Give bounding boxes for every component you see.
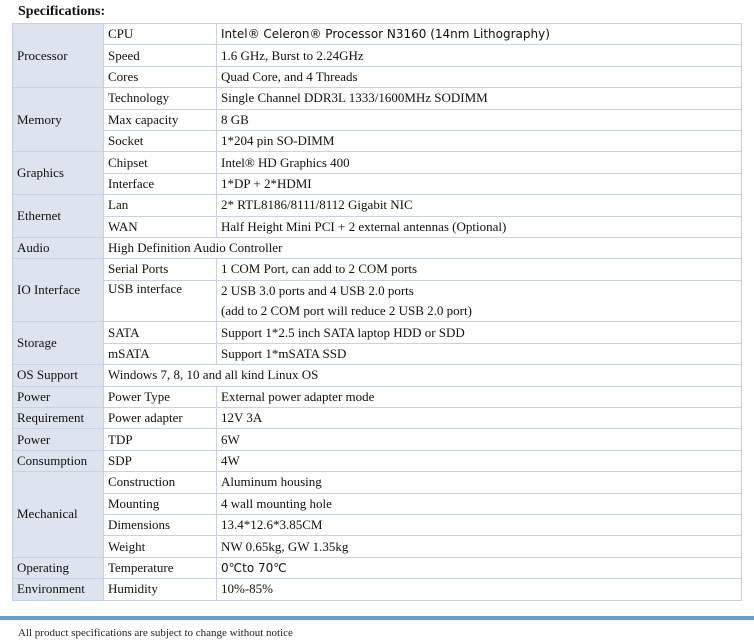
table-row <box>13 493 742 514</box>
value-power-adapter: 12V 3A <box>217 408 742 429</box>
value-os-support: Windows 7, 8, 10 and all kind Linux OS <box>104 365 742 386</box>
value-wan: Half Height Mini PCI + 2 external antennas (Optional) <box>217 216 742 237</box>
table-row <box>13 216 742 237</box>
table-row <box>13 130 742 151</box>
table-row <box>13 386 742 407</box>
table-row <box>13 109 742 130</box>
table-row <box>13 173 742 194</box>
category-mechanical: Mechanical <box>13 472 104 558</box>
table-row <box>13 45 742 66</box>
label-dimensions: Dimensions <box>104 514 217 535</box>
table-row <box>13 24 742 45</box>
category-ethernet: Ethernet <box>13 195 104 238</box>
value-interface: 1*DP + 2*HDMI <box>217 173 742 194</box>
label-technology: Technology <box>104 88 217 109</box>
table-row <box>13 152 742 173</box>
value-max-capacity: 8 GB <box>217 109 742 130</box>
label-humidity: Humidity <box>104 579 217 600</box>
value-technology: Single Channel DDR3L 1333/1600MHz SODIMM <box>217 88 742 109</box>
table-row <box>13 237 742 258</box>
label-interface: Interface <box>104 173 217 194</box>
value-construction: Aluminum housing <box>217 472 742 493</box>
value-humidity: 10%-85% <box>217 579 742 600</box>
table-row <box>13 429 742 450</box>
table-row <box>13 280 742 301</box>
value-msata: Support 1*mSATA SSD <box>217 343 742 364</box>
category-power-consumption-line2: Consumption <box>13 450 104 471</box>
category-processor: Processor <box>13 24 104 88</box>
table-row <box>13 536 742 557</box>
category-memory: Memory <box>13 88 104 152</box>
table-row <box>13 88 742 109</box>
value-cpu: Intel® Celeron® Processor N3160 (14nm Lithography) <box>217 24 742 45</box>
label-power-type: Power Type <box>104 386 217 407</box>
table-row <box>13 365 742 386</box>
label-max-capacity: Max capacity <box>104 109 217 130</box>
value-cores: Quad Core, and 4 Threads <box>217 66 742 87</box>
table-row <box>13 343 742 364</box>
value-usb-note: (add to 2 COM port will reduce 2 USB 2.0 port) <box>217 301 742 322</box>
label-serial-ports: Serial Ports <box>104 259 217 280</box>
value-lan: 2* RTL8186/8111/8112 Gigabit NIC <box>217 195 742 216</box>
value-power-type: External power adapter mode <box>217 386 742 407</box>
table-row <box>13 66 742 87</box>
label-sdp: SDP <box>104 450 217 471</box>
label-cores: Cores <box>104 66 217 87</box>
category-io-interface: IO Interface <box>13 259 104 322</box>
category-operating-environment-line2: Environment <box>13 579 104 600</box>
label-lan: Lan <box>104 195 217 216</box>
table-row <box>13 322 742 343</box>
label-cpu: CPU <box>104 24 217 45</box>
table-row <box>13 472 742 493</box>
label-wan: WAN <box>104 216 217 237</box>
value-sata: Support 1*2.5 inch SATA laptop HDD or SDD <box>217 322 742 343</box>
bottom-divider <box>0 616 754 620</box>
table-row <box>13 259 742 280</box>
category-power-consumption-line1: Power <box>13 429 104 450</box>
table-row <box>13 195 742 216</box>
value-usb-interface: 2 USB 3.0 ports and 4 USB 2.0 ports <box>217 280 742 301</box>
category-power-requirement-line1: Power <box>13 386 104 407</box>
value-speed: 1.6 GHz, Burst to 2.24GHz <box>217 45 742 66</box>
label-weight: Weight <box>104 536 217 557</box>
table-row <box>13 557 742 578</box>
label-mounting: Mounting <box>104 493 217 514</box>
footer-note: All product specifications are subject to change without notice <box>18 627 293 639</box>
spec-table <box>12 23 742 601</box>
label-socket: Socket <box>104 130 217 151</box>
label-construction: Construction <box>104 472 217 493</box>
value-sdp: 4W <box>217 450 742 471</box>
value-chipset: Intel® HD Graphics 400 <box>217 152 742 173</box>
table-row <box>13 514 742 535</box>
table-row <box>13 450 742 471</box>
value-dimensions: 13.4*12.6*3.85CM <box>217 514 742 535</box>
category-graphics: Graphics <box>13 152 104 195</box>
value-serial-ports: 1 COM Port, can add to 2 COM ports <box>217 259 742 280</box>
value-temperature: 0℃to 70℃ <box>217 557 742 578</box>
category-os-support: OS Support <box>13 365 104 386</box>
value-socket: 1*204 pin SO-DIMM <box>217 130 742 151</box>
label-sata: SATA <box>104 322 217 343</box>
label-speed: Speed <box>104 45 217 66</box>
label-temperature: Temperature <box>104 557 217 578</box>
label-usb-interface: USB interface <box>104 280 217 322</box>
table-row <box>13 579 742 600</box>
value-tdp: 6W <box>217 429 742 450</box>
label-chipset: Chipset <box>104 152 217 173</box>
category-operating-environment-line1: Operating <box>13 557 104 578</box>
spec-title: Specifications: <box>18 4 106 19</box>
value-weight: NW 0.65kg, GW 1.35kg <box>217 536 742 557</box>
label-power-adapter: Power adapter <box>104 408 217 429</box>
table-row <box>13 408 742 429</box>
label-msata: mSATA <box>104 343 217 364</box>
category-storage: Storage <box>13 322 104 365</box>
value-audio: High Definition Audio Controller <box>104 237 742 258</box>
value-mounting: 4 wall mounting hole <box>217 493 742 514</box>
label-tdp: TDP <box>104 429 217 450</box>
category-power-requirement-line2: Requirement <box>13 408 104 429</box>
category-audio: Audio <box>13 237 104 258</box>
